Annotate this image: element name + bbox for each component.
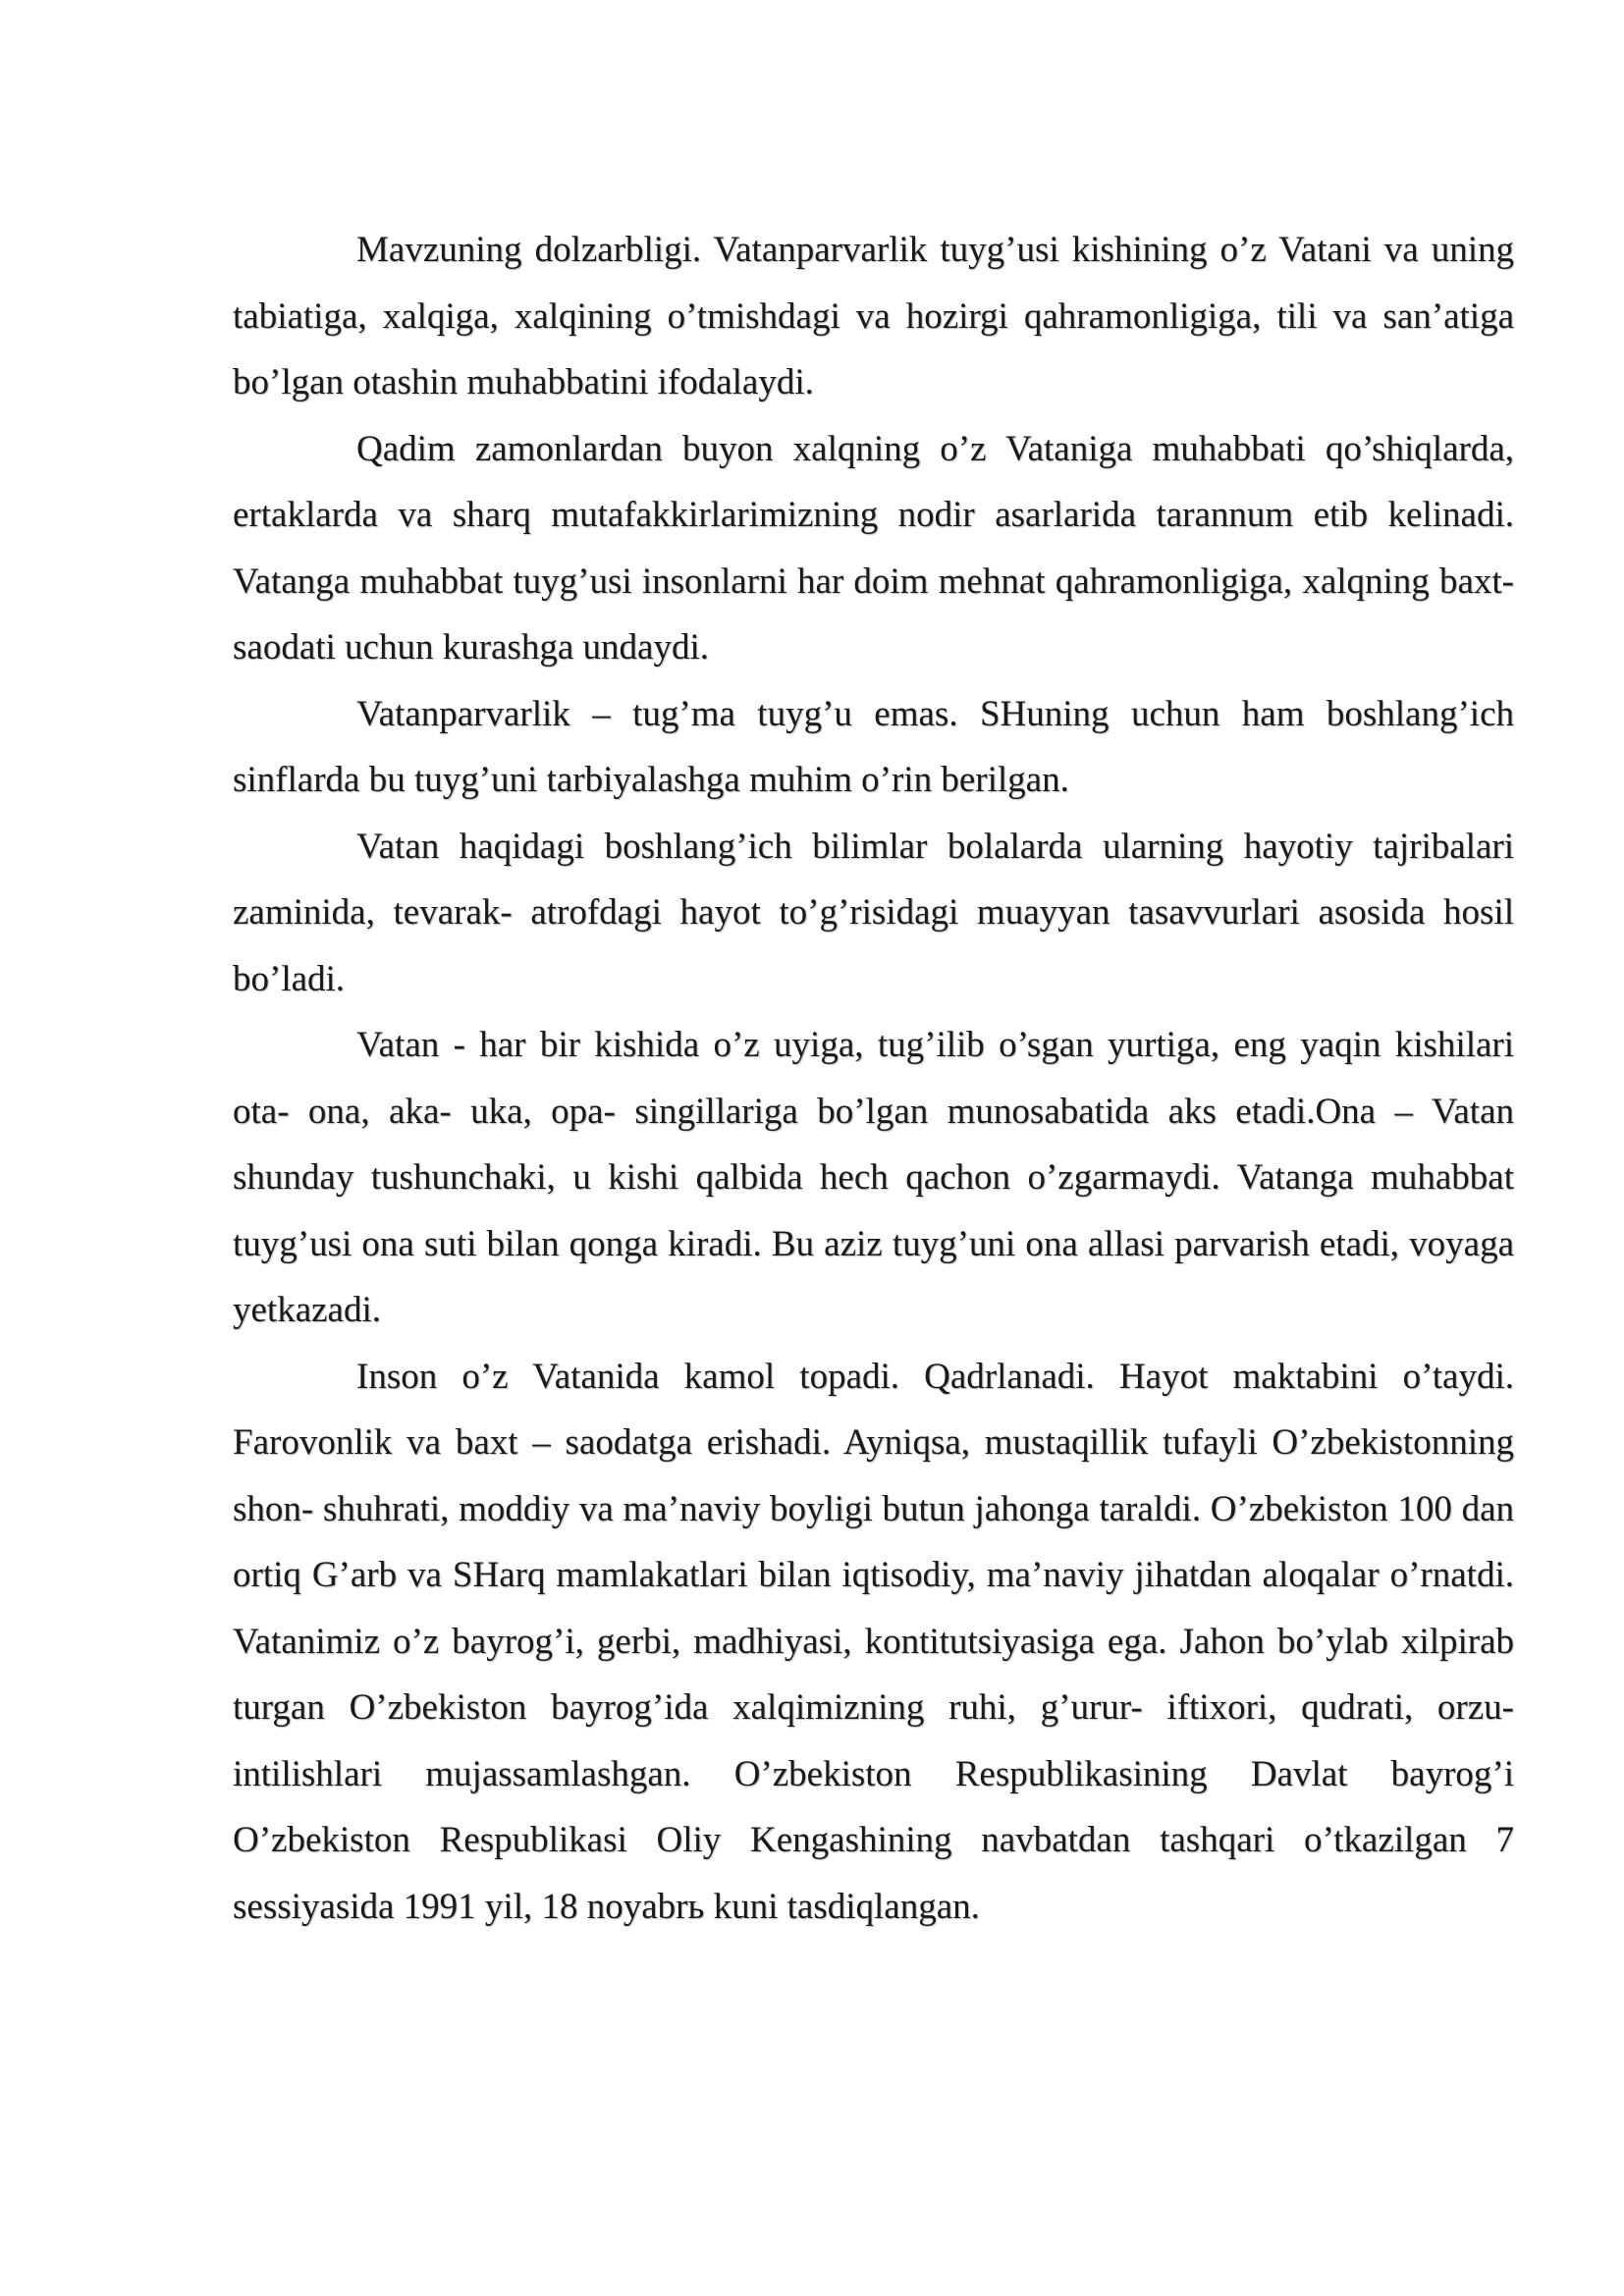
- paragraph-independence: Inson o’z Vatanida kamol topadi. Qadrlanadi. Hayot maktabini o’taydi. Farovonlik va baxt – saodatga erishadi. Ayniqsa, mustaqillik tufayli O’zbekistonning shon- shuhrati, moddiy va ma’naviy boyligi butun jahonga taraldi. O’zbekiston 100 dan ortiq G’arb va SHarq mamlakatlari bilan iqtisodiy, ma’naviy jihatdan aloqalar o’rnatdi. Vatanimiz o’z bayrog’i, gerbi, madhiyasi, kontitutsiyasiga ega. Jahon bo’ylab xilpirab turgan O’zbekiston bayrog’ida xalqimizning ruhi, g’urur- iftixori, qudrati, orzu- intilishlari mujassamlashgan. O’zbekiston Respublikasining Davlat bayrog’i O’zbekiston Respublikasi Oliy Kengashining navbatdan tashqari o’tkazilgan 7 sessiyasida 1991 yil, 18 noyabrь kuni tasdiqlangan.: [233, 1356, 1514, 1927]
- paragraph-knowledge: Vatan haqidagi boshlang’ich bilimlar bolalarda ularning hayotiy tajribalari zaminida, tevarak- atrofdagi hayot to’g’risidagi muayyan tasavvurlari asosida hosil bo’ladi.: [233, 826, 1514, 999]
- paragraph-patriotism: Vatanparvarlik – tug’ma tuyg’u emas. SHuning uchun ham boshlang’ich sinflarda bu tuyg’uni tarbiyalashga muhim o’rin berilgan.: [233, 693, 1514, 800]
- paragraph-ancient-times: Qadim zamonlardan buyon xalqning o’z Vataniga muhabbati qo’shiqlarda, ertaklarda va sharq mutafakkirlarimizning nodir asarlarida tarannum etib kelinadi. Vatanga muhabbat tuyg’usi insonlarni har doim mehnat qahramonligiga, xalqning baxt- saodati uchun kurashga undaydi.: [233, 428, 1514, 667]
- document-body: [233, 217, 1514, 1940]
- paragraph-relevance: Mavzuning dolzarbligi. Vatanparvarlik tuyg’usi kishining o’z Vatani va uning tabiatiga, xalqiga, xalqining o’tmishdagi va hozirgi qahramonligiga, tili va san’atiga bo’lgan otashin muhabbatini ifodalaydi.: [233, 230, 1514, 402]
- paragraph-homeland: Vatan - har bir kishida o’z uyiga, tug’ilib o’sgan yurtiga, eng yaqin kishilari ota- ona, aka- uka, opa- singillariga bo’lgan munosabatida aks etadi.Ona – Vatan shunday tushunchaki, u kishi qalbida hech qachon o’zgarmaydi. Vatanga muhabbat tuyg’usi ona suti bilan qonga kiradi. Bu aziz tuyg’uni ona allasi parvarish etadi, voyaga yetkazadi.: [233, 1025, 1514, 1330]
